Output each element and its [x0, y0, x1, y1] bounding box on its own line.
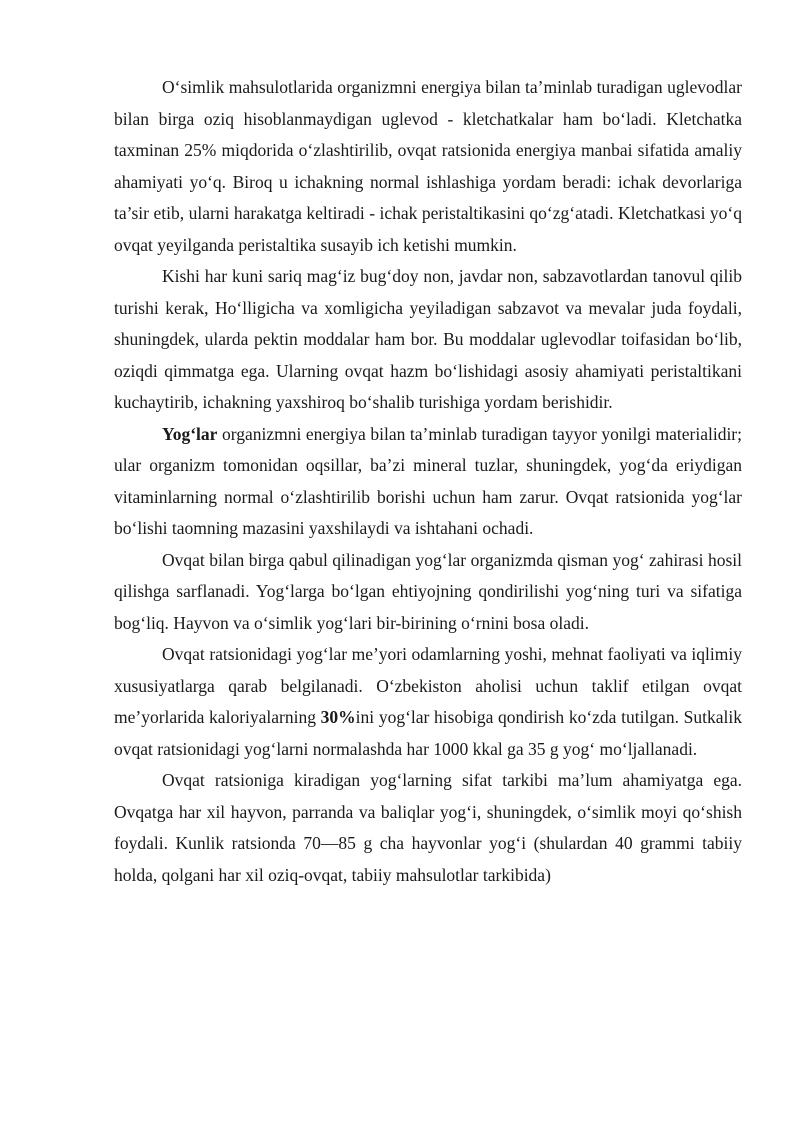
paragraph-5-text-a: Ovqat ratsionidagi yog‘lar me’yori odamlarning yoshi, mehnat faoliyati va iqlimiy xususiyatlarga qarab belgilanadi. O‘zbekiston aholisi uchun taklif etilgan ovqat me’yorlarida kaloriyalarning: [114, 644, 742, 727]
paragraph-3-bold-term: Yog‘lar: [162, 423, 218, 444]
paragraph-3: [114, 419, 742, 545]
paragraph-6: [114, 765, 742, 891]
paragraph-5: [114, 639, 742, 765]
document-page: [114, 72, 742, 891]
paragraph-2: [114, 261, 742, 419]
paragraph-4-text: Ovqat bilan birga qabul qilinadigan yog‘lar organizmda qisman yog‘ zahirasi hosil qilishga sarflanadi. Yog‘larga bo‘lgan ehtiyojning qondirilishi yog‘ning turi va sifatiga bog‘liq. Hayvon va o‘simlik yog‘lari bir-birining o‘rnini bosa oladi.: [114, 549, 742, 633]
paragraph-1-text: O‘simlik mahsulotlarida organizmni energiya bilan ta’minlab turadigan uglevodlar bilan birga oziq hisoblanmaydigan uglevod - kletchatkalar ham bo‘ladi. Kletchatka taxminan 25% miqdorida o‘zlashtirilib, ovqat ratsionida energiya manbai sifatida amaliy ahamiyati yo‘q. Biroq u ichakning normal ishlashiga yordam beradi: ichak devorlariga ta’sir etib, ularni harakatga keltiradi - ichak peristaltikasini qo‘zg‘atadi. Kletchatkasi yo‘q ovqat yeyilganda peristaltika susayib ich ketishi mumkin.: [114, 77, 742, 255]
paragraph-2-text: Kishi har kuni sariq mag‘iz bug‘doy non, javdar non, sabzavotlardan tanovul qilib turishi kerak, Ho‘lligicha va xomligicha yeyiladigan sabzavot va mevalar juda foydali, shuningdek, ularda pektin moddalar ham bor. Bu moddalar uglevodlar toifasidan bo‘lib, oziqdi qimmatga ega. Ularning ovqat hazm bo‘lishidagi asosiy ahamiyati peristaltikani kuchaytirib, ichakning yaxshiroq bo‘shalib turishiga yordam berishidir.: [114, 266, 742, 412]
paragraph-4: [114, 545, 742, 640]
paragraph-3-text: organizmni energiya bilan ta’minlab turadigan tayyor yonilgi materialidir; ular organizm tomonidan oqsillar, ba’zi mineral tuzlar, shuningdek, yog‘da eriydigan vitaminlarning normal o‘zlashtirilib borishi uchun ham zarur. Ovqat ratsionida yog‘lar bo‘lishi taomning mazasini yaxshilaydi va ishtahani ochadi.: [114, 423, 742, 538]
paragraph-6-text: Ovqat ratsioniga kiradigan yog‘larning sifat tarkibi ma’lum ahamiyatga ega. Ovqatga har xil hayvon, parranda va baliqlar yog‘i, shuningdek, o‘simlik moyi qo‘shish foydali. Kunlik ratsionda 70—85 g cha hayvonlar yog‘i (shulardan 40 grammi tabiiy holda, qolgani har xil oziq-ovqat, tabiiy mahsulotlar tarkibida): [114, 770, 742, 885]
paragraph-5-text-b: ini yog‘lar hisobiga qondirish ko‘zda tutilgan. Sutkalik ovqat ratsionidagi yog‘larni normalashda har 1000 kkal ga 35 g yog‘ mo‘ljallanadi.: [114, 707, 742, 759]
paragraph-1: [114, 72, 742, 261]
paragraph-5-bold-percent: 30%: [320, 707, 356, 727]
